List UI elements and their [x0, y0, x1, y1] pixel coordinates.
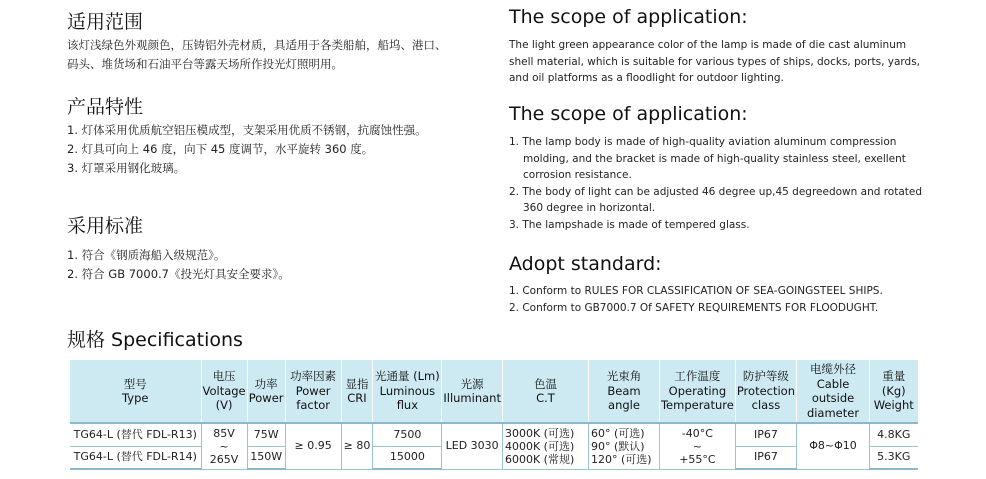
en-feature-item: 3. The lampshade is made of tempered glass. [509, 218, 750, 231]
header-illuminant: 光源 Illuminant [442, 360, 503, 423]
cn-standard-title: 采用标准 [67, 215, 144, 237]
cn-feature-item: 1. 灯体采用优质航空铝压模成型，支架采用优质不锈钢，抗腐蚀性强。 [67, 123, 427, 137]
cn-standard-item: 2. 符合 GB 7000.7《投光灯具安全要求》。 [67, 267, 290, 281]
cn-features-title: 产品特性 [67, 96, 144, 118]
cell-cri: ≥ 80 [341, 423, 373, 469]
cn-scope-text [67, 36, 487, 74]
header-weight: 重量 (Kg) Weight [870, 360, 918, 423]
header-type: 型号 Type [70, 360, 201, 423]
cell-power: 75W [247, 423, 285, 446]
cn-scope-title: 适用范围 [67, 11, 144, 33]
cell-ct: 3000K (可选) 4000K (可选) 6000K (常规) [502, 423, 588, 469]
en-feature-item: 1. The lamp body is made of high-quality aviation aluminum compression molding, and the bracket is made of high-quality stainless steel, exellent corrosion resistance. [509, 136, 906, 181]
cn-scope-line: 码头、堆货场和石油平台等露天场所作投光灯照明用。 [67, 57, 343, 71]
cell-protection: IP67 [735, 446, 796, 469]
cell-flux: 7500 [373, 423, 442, 446]
spec-table [70, 360, 918, 470]
table-row [70, 423, 918, 446]
en-feature-item: 2. The body of light can be adjusted 46 degree up,45 degreedown and rotated 360 degree in horizontal. [509, 185, 923, 214]
cell-voltage: 85V ~ 265V [201, 423, 247, 469]
en-scope-title: The scope of application: [509, 6, 748, 28]
header-voltage: 电压 Voltage (V) [201, 360, 247, 423]
header-cable: 电缆外径 Cable outside diameter [797, 360, 870, 423]
cn-features-list [67, 121, 487, 178]
header-power: 功率 Power [247, 360, 285, 423]
en-features-list [509, 134, 929, 233]
cell-flux: 15000 [373, 446, 442, 469]
header-beam: 光束角 Beam angle [588, 360, 659, 423]
spec-header-row [70, 360, 918, 423]
cell-beam: 60° (可选) 90° (默认) 120° (可选) [588, 423, 659, 469]
cell-illuminant: LED 3030 [442, 423, 503, 469]
cell-type: TG64-L (替代 FDL-R14) [70, 446, 201, 469]
cell-weight: 4.8KG [870, 423, 918, 446]
en-standard-item: 1. Conform to RULES FOR CLASSIFICATION OF SEA-GOINGSTEEL SHIPS. [509, 285, 883, 297]
cell-type: TG64-L (替代 FDL-R13) [70, 423, 201, 446]
header-ct: 色温 C.T [502, 360, 588, 423]
cell-weight: 5.3KG [870, 446, 918, 469]
header-cri: 显指 CRI [341, 360, 373, 423]
en-scope-text [509, 37, 929, 87]
en-scope-line: shell material, which is suitable for various types of ships, docks, ports, yards, [509, 55, 921, 68]
en-features-title: The scope of application: [509, 103, 748, 125]
cell-temperature: -40°C ~ +55°C [659, 423, 735, 469]
cell-protection: IP67 [735, 423, 796, 446]
en-standard-title: Adopt standard: [509, 253, 662, 275]
header-protection: 防护等级 Protection class [735, 360, 796, 423]
header-temperature: 工作温度 Operating Temperature [659, 360, 735, 423]
en-standard-list [509, 283, 949, 316]
cn-standard-list [67, 246, 487, 284]
cn-feature-item: 2. 灯具可向上 46 度，向下 45 度调节，水平旋转 360 度。 [67, 142, 374, 156]
cn-scope-line: 该灯浅绿色外观颜色，压铸铝外壳材质，具适用于各类船舶，船坞、港口、 [67, 38, 447, 52]
en-scope-line: and oil platforms as a floodlight for outdoor lighting. [509, 72, 784, 84]
cell-power: 150W [247, 446, 285, 469]
en-standard-item: 2. Conform to GB7000.7 Of SAFETY REQUIREMENTS FOR FLOODUGHT. [509, 301, 879, 314]
cell-cable: Φ8~Φ10 [797, 423, 870, 469]
en-scope-line: The light green appearance color of the lamp is made of die cast aluminum [509, 39, 907, 51]
header-flux: 光通量 (Lm) Luminous flux [373, 360, 442, 423]
cn-feature-item: 3. 灯罩采用钢化玻璃。 [67, 161, 186, 175]
header-power-factor: 功率因素 Power factor [285, 360, 341, 423]
spec-title: 规格 Specifications [67, 329, 243, 351]
cell-power-factor: ≥ 0.95 [285, 423, 341, 469]
cn-standard-item: 1. 符合《钢质海船入级规范》。 [67, 248, 226, 262]
